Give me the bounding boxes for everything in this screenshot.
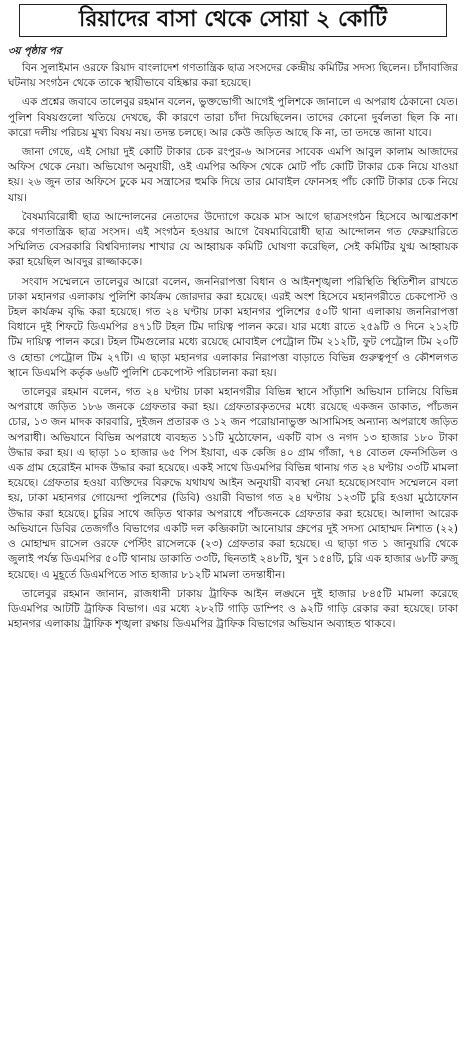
paragraph: সংবাদ সম্মেলনে তালেবুর আরো বলেন, জননিরাপত্তা বিধান ও আইনশৃঙ্খলা পরিস্থিতি স্থিতিশীল রাখতে ঢাকা মহানগর এলাকায় পুলিশি কার্যক্রম জোরদার করা হয়েছে। এরই অংশ হিসেবে মহানগরীতে চেকপোস্ট ও টহল কার্যক্রম বৃদ্ধি করা হয়েছে। গত ২৪ ঘণ্টায় ঢাকা মহানগর পুলিশের ৫০টি থানা এলাকায় জননিরাপত্তা বিধানে দুই শিফটে ডিএমপির ৪৭১টি টহল টিম দায়িত্ব পালন করে। যার মধ্যে রাতে ২৫৯টি ও দিনে ২১২টি টিম দায়িত্ব পালন করে। টহল টিমগুলোর মধ্যে রয়েছে মোবাইল পেট্রোল টিম ২১২টি, ফুট পেট্রোল টিম ২০টি ও হোন্ডা পেট্রোল টিম ২৭টি। এ ছাড়া মহানগর এলাকার নিরাপত্তা বাড়াতে বিভিন্ন গুরুত্বপূর্ণ ও কৌশলগত স্থানে ডিএমপি কর্তৃক ৬৬টি পুলিশি চেকপোস্ট পরিচালনা করা হয়। [8,275,458,379]
headline: রিয়াদের বাসা থেকে সোয়া ২ কোটি [79,7,387,32]
paragraph: বৈষম্যবিরোধী ছাত্র আন্দোলনের নেতাদের উদ্যোগে কয়েক মাস আগে ছাত্রসংগঠন হিসেবে আত্মপ্রকাশ করে গণতান্ত্রিক ছাত্র সংসদ। এই সংগঠন হওয়ার আগে বৈষম্যবিরোধী ছাত্র আন্দোলন গত ফেব্রুয়ারিতে সম্মিলিত বেসরকারি বিশ্ববিদ্যালয় শাখার যে আহ্বায়ক কমিটি ঘোষণা করেছিল, সেই কমিটির যুগ্ম আহ্বায়ক করা হয়েছিল আবদুর রাজ্জাককে। [8,210,458,269]
continuation-label: ৩য় পৃষ্ঠার পর [8,46,62,57]
paragraph: এক প্রশ্নের জবাবে তালেবুর রহমান বলেন, ভুক্তভোগী আগেই পুলিশকে জানালে এ অপরাধ ঠেকানো যেত। পুলিশ বিষয়গুলো খতিয়ে দেখছে, কী কারণে তারা চাঁদা দিয়েছিলেন। তাদের কোনো দুর্বলতা ছিল কি না। কারো দলীয় পরিচয় মুখ্য বিষয় নয়। তদন্ত চলছে। আর কেউ জড়িত আছে কি না, তা তদন্তে জানা যাবে। [8,96,459,139]
article-body [8,61,458,632]
paragraph: জানা গেছে, এই সোয়া দুই কোটি টাকার চেক রংপুর-৬ আসনের সাবেক এমপি আবুল কালাম আজাদের অফিস থেকে নেয়া। অভিযোগ অনুযায়ী, ওই এমপির অফিস থেকে মোট পাঁচ কোটি টাকার চেক নিয়ে যাওয়া হয়। ২৬ জুন তার অফিসে ঢুকে মব সন্ত্রাসের হুমকি দিয়ে তার মোবাইল ফোনসহ পাঁচ কোটি টাকার চেক নিয়ে যায়। [8,146,458,204]
paragraph: তালেবুর রহমান বলেন, গত ২৪ ঘণ্টায় ঢাকা মহানগরীর বিভিন্ন স্থানে সাঁড়াশি অভিযান চালিয়ে বিভিন্ন অপরাধে জড়িত ১৮৬ জনকে গ্রেফতার করা হয়। গ্রেফতারকৃতদের মধ্যে রয়েছে একজন ডাকাত, পাঁচজন চোর, ১৩ জন মাদক কারবারি, দুইজন প্রতারক ও ১২ জন পরোয়ানাভুক্ত আসামিসহ অন্যান্য অপরাধে জড়িত অপরাধী। অভিযানে বিভিন্ন অপরাধে ব্যবহৃত ১১টি মুঠোফোন, একটি বাস ও নগদ ১৩ হাজার ১৮০ টাকা উদ্ধার করা হয়। এ ছাড়া ১০ হাজার ৬৫ পিস ইয়াবা, এক কেজি ৪০ গ্রাম গাঁজা, ৭৪ বোতল ফেনসিডিল ও এক গ্রাম হেরোইন মাদক উদ্ধার করা হয়েছে। একই সাথে ডিএমপির বিভিন্ন থানায় গত ২৪ ঘণ্টায় ৩৩টি মামলা হয়েছে। গ্রেফতার হওয়া ব্যক্তিদের বিরুদ্ধে যথাযথ আইন অনুযায়ী ব্যবস্থা নেয়া হয়েছে।সংবাদ সম্মেলনে বলা হয়, ঢাকা মহানগর গোয়েন্দা পুলিশের (ডিবি) ওয়ারী বিভাগ গত ২৪ ঘণ্টায় ১২৩টি চুরি হওয়া মুঠোফোন উদ্ধার করা হয়েছে। চুরির সাথে জড়িত থাকার অপরাধে পাঁচজনকে গ্রেফতার করা হয়েছে। আলাদা আরেক অভিযানে ডিবির তেজগাঁও বিভাগের একটি দল কব্জিকাটা আনোয়ার গ্রুপের দুই সদস্য মোহাম্মদ নিশাত (২২) ও মোহাম্মদ রাসেল ওরফে পেস্টিং রাসেলকে (২৩) গ্রেফতার করা হয়েছে। এ ছাড়া গত ১ জানুয়ারি থেকে জুলাই পর্যন্ত ডিএমপির ৫০টি থানায় ডাকাতি ৩৩টি, ছিনতাই ২৪৮টি, খুন ১৫৪টি, চুরি এক হাজার ৬৮টি রুজু হয়েছে। এ মুহূর্তে ডিএমপিতে সাত হাজার ৮১২টি মামলা তদন্তাধীন। [8,386,458,581]
paragraph: তালেবুর রহমান জানান, রাজধানী ঢাকায় ট্রাফিক আইন লঙ্ঘনে দুই হাজার ৮৪৫টি মামলা করেছে ডিএমপির আটটি ট্রাফিক বিভাগ। এর মধ্যে ২৮২টি গাড়ি ডাম্পিং ও ৯২টি গাড়ি রেকার করা হয়েছে। ঢাকা মহানগর এলাকায় ট্রাফিক শৃঙ্খলা রক্ষায় ডিএমপির ট্রাফিক বিভাগের অভিযান অব্যাহত থাকবে। [8,587,458,631]
headline-box [19,4,447,37]
paragraph: বিন সুলাইমান ওরফে রিয়াদ বাংলাদেশ গণতান্ত্রিক ছাত্র সংসদের কেন্দ্রীয় কমিটির সদস্য ছিলেন। চাঁদাবাজির ঘটনায় সংগঠন থেকে তাকে স্থায়ীভাবে বহিষ্কার করা হয়েছে। [8,62,458,90]
